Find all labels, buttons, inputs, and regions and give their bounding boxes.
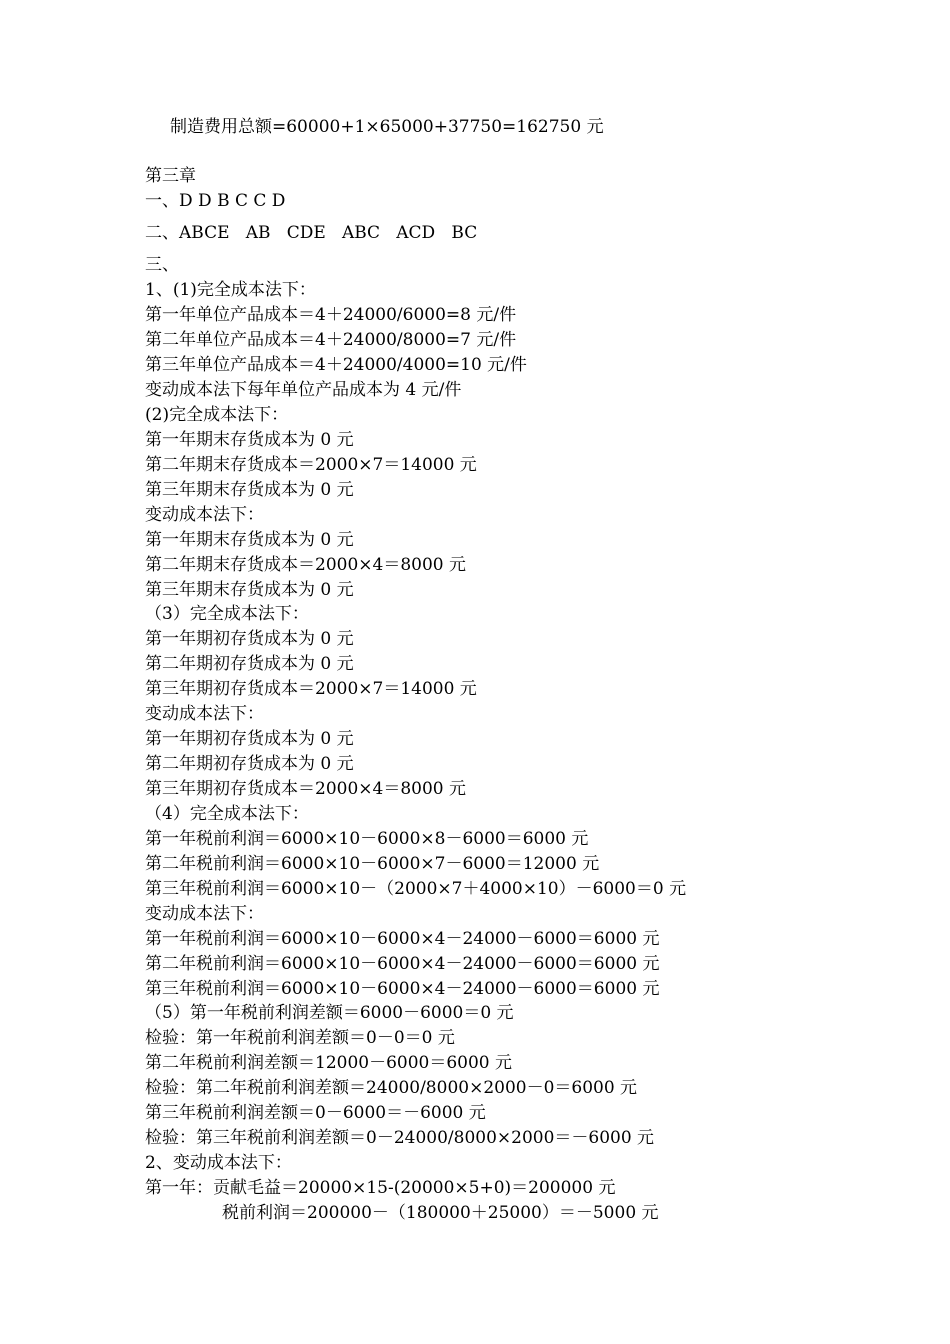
text-line: 第二年期初存货成本为 0 元 bbox=[145, 754, 354, 774]
part-5-heading: （5）第一年税前利润差额＝6000－6000＝0 元 bbox=[145, 1003, 514, 1023]
text-line: 第一年税前利润＝6000×10－6000×4－24000－6000＝6000 元 bbox=[145, 929, 660, 949]
part-4-heading: （4）完全成本法下： bbox=[145, 804, 309, 824]
text-line: 第二年单位产品成本＝4＋24000/8000=7 元/件 bbox=[145, 330, 517, 350]
text-line: 第三年税前利润＝6000×10－（2000×7＋4000×10）－6000＝0 元 bbox=[145, 879, 687, 899]
text-line: 税前利润＝200000－（180000＋25000）＝－5000 元 bbox=[222, 1203, 659, 1223]
section-3-heading: 三、 bbox=[145, 255, 179, 275]
answers-section-2: 二、ABCE AB CDE ABC ACD BC bbox=[145, 223, 478, 243]
text-line: 第一年单位产品成本＝4＋24000/6000=8 元/件 bbox=[145, 305, 517, 325]
text-line: 第二年期末存货成本＝2000×4＝8000 元 bbox=[145, 555, 466, 575]
text-line: 第一年期末存货成本为 0 元 bbox=[145, 530, 354, 550]
text-line: 第一年税前利润＝6000×10－6000×8－6000＝6000 元 bbox=[145, 829, 589, 849]
text-line: 第三年单位产品成本＝4＋24000/4000=10 元/件 bbox=[145, 355, 527, 375]
text-line: 变动成本法下： bbox=[145, 904, 264, 924]
answers-section-1: 一、D D B C C D bbox=[145, 191, 286, 211]
part-3-heading: （3）完全成本法下： bbox=[145, 604, 309, 624]
text-line: 第一年期初存货成本为 0 元 bbox=[145, 629, 354, 649]
text-line: 检验：第二年税前利润差额＝24000/8000×2000－0＝6000 元 bbox=[145, 1078, 638, 1098]
overhead-total-line: 制造费用总额=60000+1×65000+37750=162750 元 bbox=[170, 117, 604, 137]
text-line: 变动成本法下： bbox=[145, 505, 264, 525]
text-line: 第二年税前利润＝6000×10－6000×4－24000－6000＝6000 元 bbox=[145, 954, 660, 974]
text-line: 第二年期末存货成本＝2000×7＝14000 元 bbox=[145, 455, 477, 475]
text-line: 第三年期末存货成本为 0 元 bbox=[145, 580, 354, 600]
text-line: 第一年期初存货成本为 0 元 bbox=[145, 729, 354, 749]
text-line: 第三年期初存货成本＝2000×4＝8000 元 bbox=[145, 779, 466, 799]
text-line: 变动成本法下每年单位产品成本为 4 元/件 bbox=[145, 380, 462, 400]
problem-2-heading: 2、变动成本法下： bbox=[145, 1153, 292, 1173]
chapter-heading: 第三章 bbox=[145, 166, 196, 186]
text-line: 第二年期初存货成本为 0 元 bbox=[145, 654, 354, 674]
text-line: 第一年期末存货成本为 0 元 bbox=[145, 430, 354, 450]
text-line: 第二年税前利润＝6000×10－6000×7－6000＝12000 元 bbox=[145, 854, 600, 874]
text-line: 第三年期初存货成本＝2000×7＝14000 元 bbox=[145, 679, 477, 699]
text-line: 第一年：贡献毛益＝20000×15-(20000×5+0)＝200000 元 bbox=[145, 1178, 616, 1198]
text-line: 检验：第三年税前利润差额＝0－24000/8000×2000＝－6000 元 bbox=[145, 1128, 655, 1148]
problem-1-part-1-heading: 1、(1)完全成本法下： bbox=[145, 280, 316, 300]
text-line: 变动成本法下： bbox=[145, 704, 264, 724]
text-line: 第二年税前利润差额＝12000－6000＝6000 元 bbox=[145, 1053, 513, 1073]
text-line: 检验：第一年税前利润差额＝0－0＝0 元 bbox=[145, 1028, 455, 1048]
part-2-heading: (2)完全成本法下： bbox=[145, 405, 289, 425]
text-line: 第三年期末存货成本为 0 元 bbox=[145, 480, 354, 500]
text-line: 第三年税前利润＝6000×10－6000×4－24000－6000＝6000 元 bbox=[145, 979, 660, 999]
text-line: 第三年税前利润差额＝0－6000＝－6000 元 bbox=[145, 1103, 486, 1123]
